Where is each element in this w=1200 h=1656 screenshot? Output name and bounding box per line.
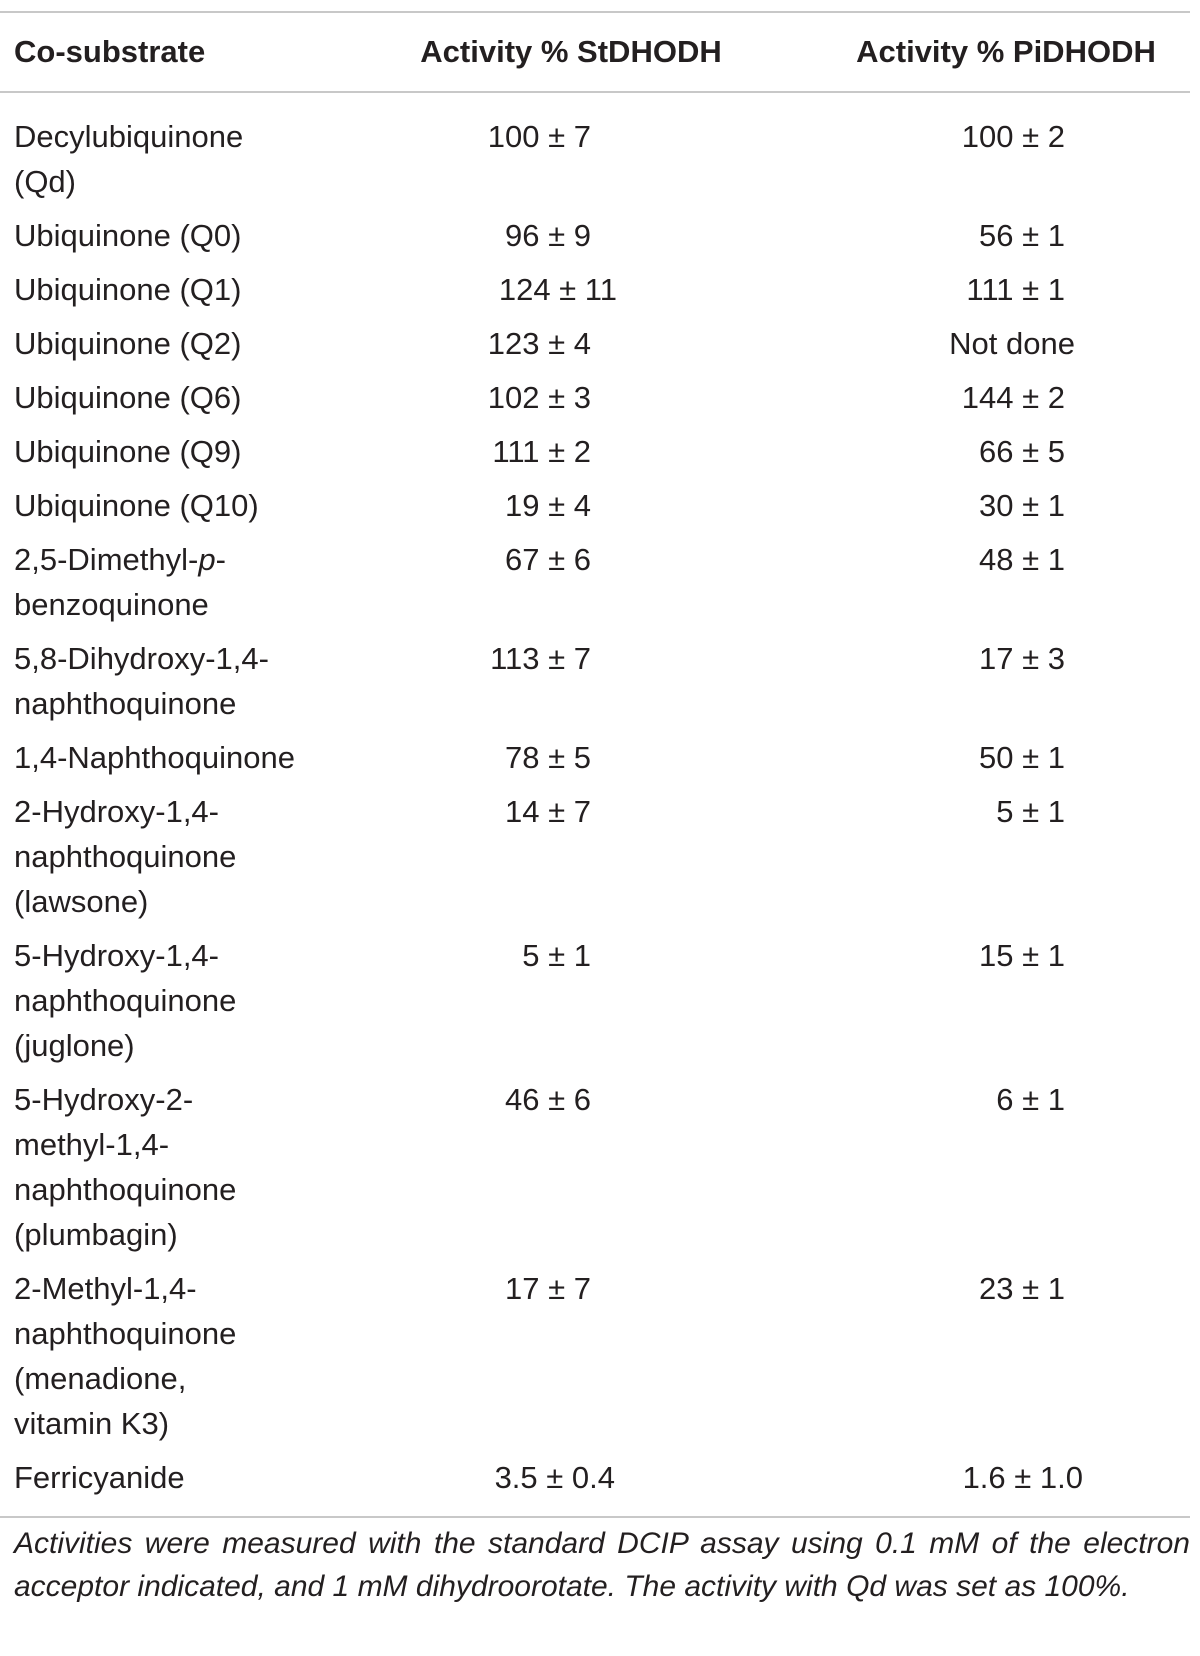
cell-co-substrate: 5-Hydroxy-1,4- naphthoquinone (juglone) [14,938,237,1063]
table-row [0,1266,1200,1455]
table-row [0,735,1200,789]
cell-activity-stdhodh: 113 ± 7 [490,641,591,676]
cell-co-substrate: Ubiquinone (Q6) [14,380,242,415]
cell-co-substrate: 5-Hydroxy-2- methyl-1,4- naphthoquinone (plumbagin) [14,1082,237,1252]
table-row [0,537,1200,636]
table-row [0,267,1200,321]
cell-activity-pidhodh: 111 ± 1 [966,272,1065,307]
cell-co-substrate: Ubiquinone (Q10) [14,488,259,523]
cell-activity-stdhodh: 102 ± 3 [487,380,591,415]
header-activity-pidhodh: Activity % PiDHODH [856,34,1156,69]
table-row [0,375,1200,429]
cell-activity-pidhodh: 5 ± 1 [996,794,1065,829]
cell-activity-pidhodh: 66 ± 5 [979,434,1065,469]
cell-activity-stdhodh: 19 ± 4 [505,488,591,523]
cell-activity-stdhodh: 46 ± 6 [505,1082,591,1117]
cell-co-substrate: Ubiquinone (Q2) [14,326,242,361]
cell-activity-pidhodh: Not done [949,326,1075,361]
header-rule [0,91,1190,93]
cell-co-substrate: 2-Methyl-1,4- naphthoquinone (menadione, vitamin K3) [14,1271,237,1441]
cell-co-substrate: Decylubiquinone (Qd) [14,119,244,199]
cell-activity-stdhodh: 123 ± 4 [487,326,591,361]
cell-co-substrate: 2,5-Dimethyl-p- benzoquinone [14,542,226,622]
table-body [0,114,1200,1509]
table-row [0,1455,1200,1509]
table-footnote: Activities were measured with the standard DCIP assay using 0.1 mM of the electron acceptor indicated, and 1 mM dihydroorotate. The activity with Qd was set as 100%. [14,1527,1190,1603]
table-row [0,213,1200,267]
cell-co-substrate: Ubiquinone (Q0) [14,218,242,253]
cell-activity-pidhodh: 17 ± 3 [979,641,1065,676]
cell-activity-pidhodh: 48 ± 1 [979,542,1065,577]
cell-activity-stdhodh: 17 ± 7 [505,1271,591,1306]
cell-co-substrate: Ubiquinone (Q9) [14,434,242,469]
cell-activity-pidhodh: 50 ± 1 [979,740,1065,775]
table-row [0,1077,1200,1266]
table-row [0,321,1200,375]
cell-co-substrate: 1,4-Naphthoquinone [14,740,295,775]
cell-activity-stdhodh: 100 ± 7 [487,119,591,154]
cell-activity-stdhodh: 124 ± 11 [498,272,617,307]
table-row [0,933,1200,1077]
cell-activity-stdhodh: 67 ± 6 [505,542,591,577]
cell-activity-pidhodh: 100 ± 2 [961,119,1065,154]
top-rule [0,11,1190,13]
table-row [0,636,1200,735]
cell-co-substrate: 2-Hydroxy-1,4- naphthoquinone (lawsone) [14,794,237,919]
cell-activity-pidhodh: 56 ± 1 [979,218,1065,253]
cell-activity-pidhodh: 30 ± 1 [979,488,1065,523]
header-co-substrate: Co-substrate [14,34,206,69]
cell-activity-pidhodh: 144 ± 2 [961,380,1065,415]
cell-activity-stdhodh: 5 ± 1 [522,938,591,973]
cell-activity-stdhodh: 3.5 ± 0.4 [494,1460,615,1495]
cell-co-substrate: 5,8-Dihydroxy-1,4- naphthoquinone [14,641,269,721]
cell-activity-pidhodh: 15 ± 1 [979,938,1065,973]
table-row [0,114,1200,213]
cell-activity-pidhodh: 6 ± 1 [996,1082,1065,1117]
cell-activity-pidhodh: 1.6 ± 1.0 [962,1460,1083,1495]
cell-activity-pidhodh: 23 ± 1 [979,1271,1065,1306]
cell-co-substrate: Ferricyanide [14,1460,185,1495]
cell-activity-stdhodh: 96 ± 9 [505,218,591,253]
cell-co-substrate: Ubiquinone (Q1) [14,272,242,307]
header-activity-stdhodh: Activity % StDHODH [420,34,722,69]
table-row [0,789,1200,933]
cell-activity-stdhodh: 78 ± 5 [505,740,591,775]
table-row [0,429,1200,483]
bottom-rule [0,1516,1190,1518]
cell-activity-stdhodh: 111 ± 2 [492,434,591,469]
table-row [0,483,1200,537]
cell-activity-stdhodh: 14 ± 7 [505,794,591,829]
